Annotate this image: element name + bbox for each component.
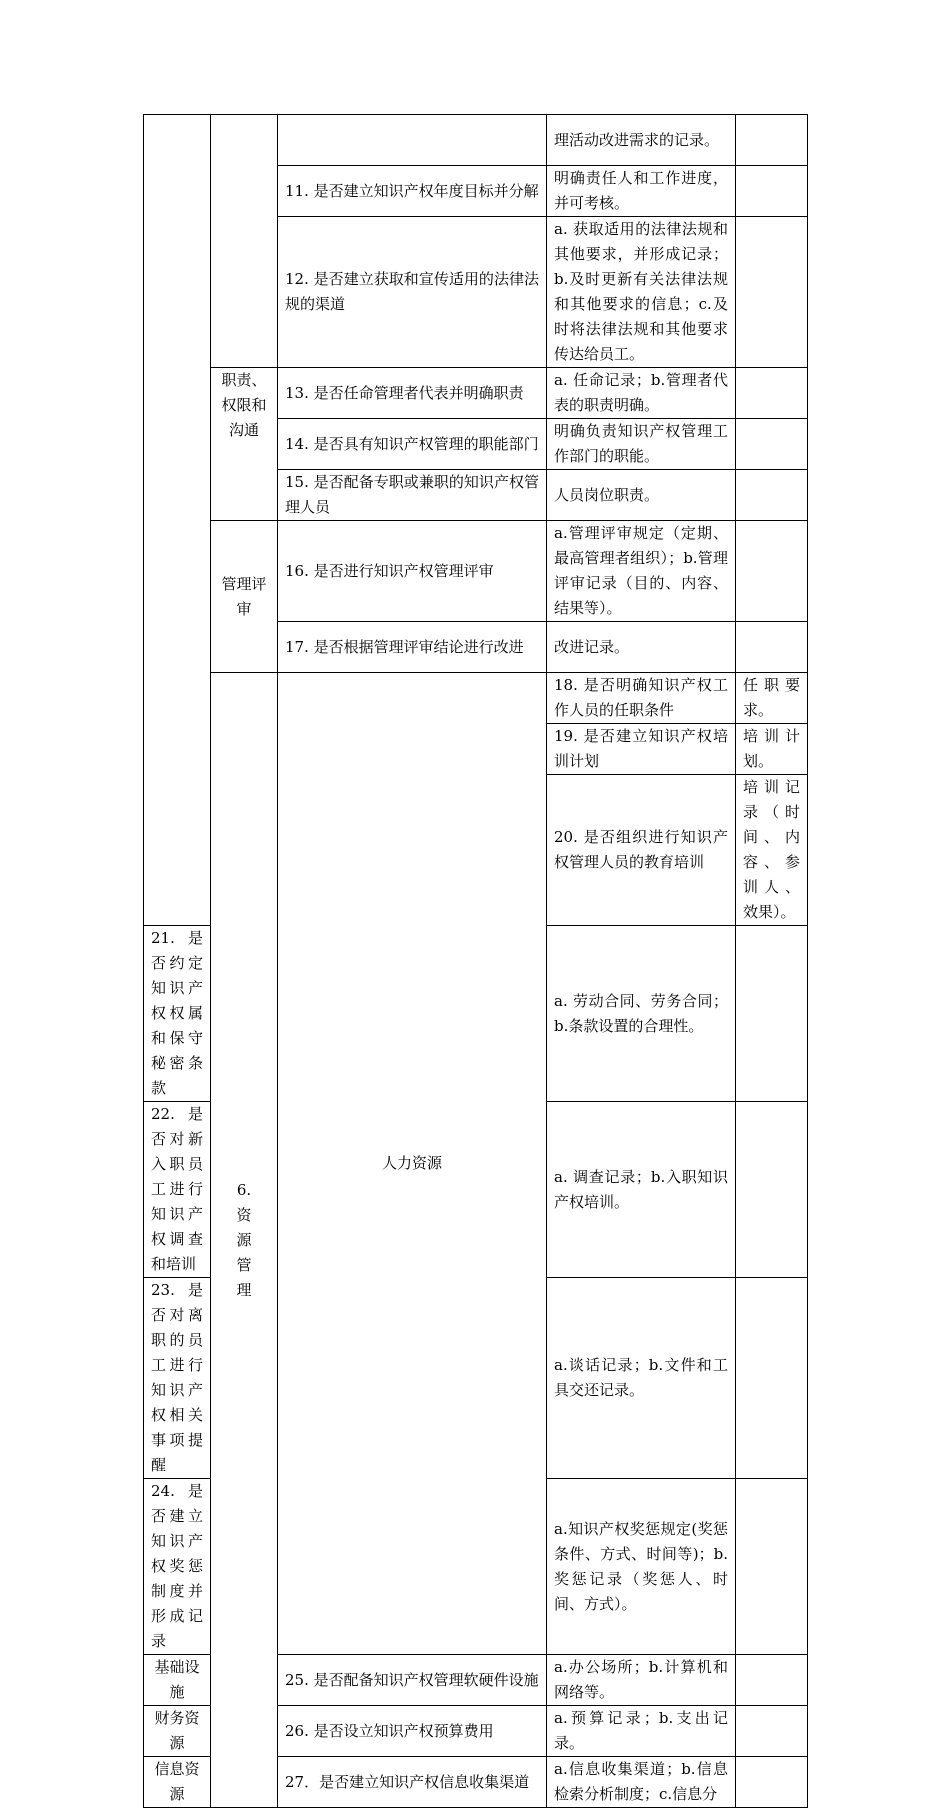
question-cell: 24. 是否建立知识产权奖惩制度并形成记录	[144, 1479, 211, 1655]
score-cell	[736, 368, 808, 419]
question-cell: 11. 是否建立知识产权年度目标并分解	[278, 166, 547, 217]
question-cell: 23. 是否对离职的员工进行知识产权相关事项提醒	[144, 1278, 211, 1479]
question-cell: 17. 是否根据管理评审结论进行改进	[278, 622, 547, 673]
subsection-financial-resources: 财务资源	[144, 1706, 211, 1757]
subsection-human-resources: 人力资源	[278, 673, 547, 1655]
question-cell: 20. 是否组织进行知识产权管理人员的教育培训	[547, 775, 736, 926]
subsection-information-resources: 信息资源	[144, 1757, 211, 1808]
subsection-cell-prev	[211, 115, 278, 368]
section-char: 理	[236, 1280, 252, 1299]
page-edge-line	[807, 114, 808, 1210]
audit-checklist-table	[143, 114, 808, 1808]
evidence-cell: a.预算记录；b.支出记录。	[547, 1706, 736, 1757]
evidence-cell: a. 劳动合同、劳务合同；b.条款设置的合理性。	[547, 926, 736, 1102]
question-cell: 12. 是否建立获取和宣传适用的法律法规的渠道	[278, 217, 547, 368]
section-char: 资	[236, 1205, 252, 1224]
score-cell	[736, 1102, 808, 1278]
score-cell	[736, 166, 808, 217]
question-cell: 14. 是否具有知识产权管理的职能部门	[278, 419, 547, 470]
question-cell: 18. 是否明确知识产权工作人员的任职条件	[547, 673, 736, 724]
evidence-cell: 人员岗位职责。	[547, 470, 736, 521]
evidence-cell: a. 获取适用的法律法规和其他要求，并形成记录；b.及时更新有关法律法规和其他要求的信息；c.及时将法律法规和其他要求传达给员工。	[547, 217, 736, 368]
score-cell	[736, 1278, 808, 1479]
score-cell	[736, 1655, 808, 1706]
score-cell	[736, 622, 808, 673]
evidence-cell: a.谈话记录；b.文件和工具交还记录。	[547, 1278, 736, 1479]
score-cell	[736, 115, 808, 166]
evidence-cell: 改进记录。	[547, 622, 736, 673]
question-cell: 26. 是否设立知识产权预算费用	[278, 1706, 547, 1757]
question-cell: 25. 是否配备知识产权管理软硬件设施	[278, 1655, 547, 1706]
section-6-resource-management	[211, 673, 278, 1808]
evidence-cell: 明确负责知识产权管理工作部门的职能。	[547, 419, 736, 470]
subsection-responsibility: 职责、权限和沟通	[211, 368, 278, 521]
score-cell	[736, 521, 808, 622]
score-cell	[736, 217, 808, 368]
question-cell: 22. 是否对新入职员工进行知识产权调查和培训	[144, 1102, 211, 1278]
score-cell	[736, 1757, 808, 1808]
evidence-cell: 任职要求。	[736, 673, 808, 724]
evidence-cell: 明确责任人和工作进度，并可考核。	[547, 166, 736, 217]
section-char: 源	[236, 1230, 252, 1249]
subsection-infrastructure: 基础设施	[144, 1655, 211, 1706]
evidence-cell: 培训计划。	[736, 724, 808, 775]
evidence-cell: a. 任命记录；b.管理者代表的职责明确。	[547, 368, 736, 419]
evidence-cell: a.办公场所；b.计算机和网络等。	[547, 1655, 736, 1706]
table-row	[144, 115, 808, 166]
evidence-cell: a.知识产权奖惩规定(奖惩条件、方式、时间等)；b.奖惩记录（奖惩人、时间、方式）。	[547, 1479, 736, 1655]
score-cell	[736, 419, 808, 470]
evidence-cell: a.信息收集渠道；b.信息检索分析制度；c.信息分	[547, 1757, 736, 1808]
table-row	[144, 673, 808, 724]
evidence-cell: 培训记录（时间、内容、参训人、效果）。	[736, 775, 808, 926]
section-char: 管	[236, 1255, 252, 1274]
question-cell: 27．是否建立知识产权信息收集渠道	[278, 1757, 547, 1808]
score-cell	[736, 1706, 808, 1757]
question-cell: 15. 是否配备专职或兼职的知识产权管理人员	[278, 470, 547, 521]
question-cell: 13. 是否任命管理者代表并明确职责	[278, 368, 547, 419]
section-cell-prev	[144, 115, 211, 926]
question-cell	[278, 115, 547, 166]
evidence-cell: a.管理评审规定（定期、最高管理者组织）；b.管理评审记录（目的、内容、结果等）。	[547, 521, 736, 622]
evidence-cell: 理活动改进需求的记录。	[547, 115, 736, 166]
section-number: 6.	[236, 1180, 252, 1199]
table-row	[144, 521, 808, 622]
score-cell	[736, 1479, 808, 1655]
score-cell	[736, 926, 808, 1102]
question-cell: 21. 是否约定知识产权权属和保守秘密条款	[144, 926, 211, 1102]
question-cell: 19. 是否建立知识产权培训计划	[547, 724, 736, 775]
evidence-cell: a. 调查记录；b.入职知识产权培训。	[547, 1102, 736, 1278]
score-cell	[736, 470, 808, 521]
table-row	[144, 368, 808, 419]
subsection-management-review: 管理评审	[211, 521, 278, 673]
question-cell: 16. 是否进行知识产权管理评审	[278, 521, 547, 622]
